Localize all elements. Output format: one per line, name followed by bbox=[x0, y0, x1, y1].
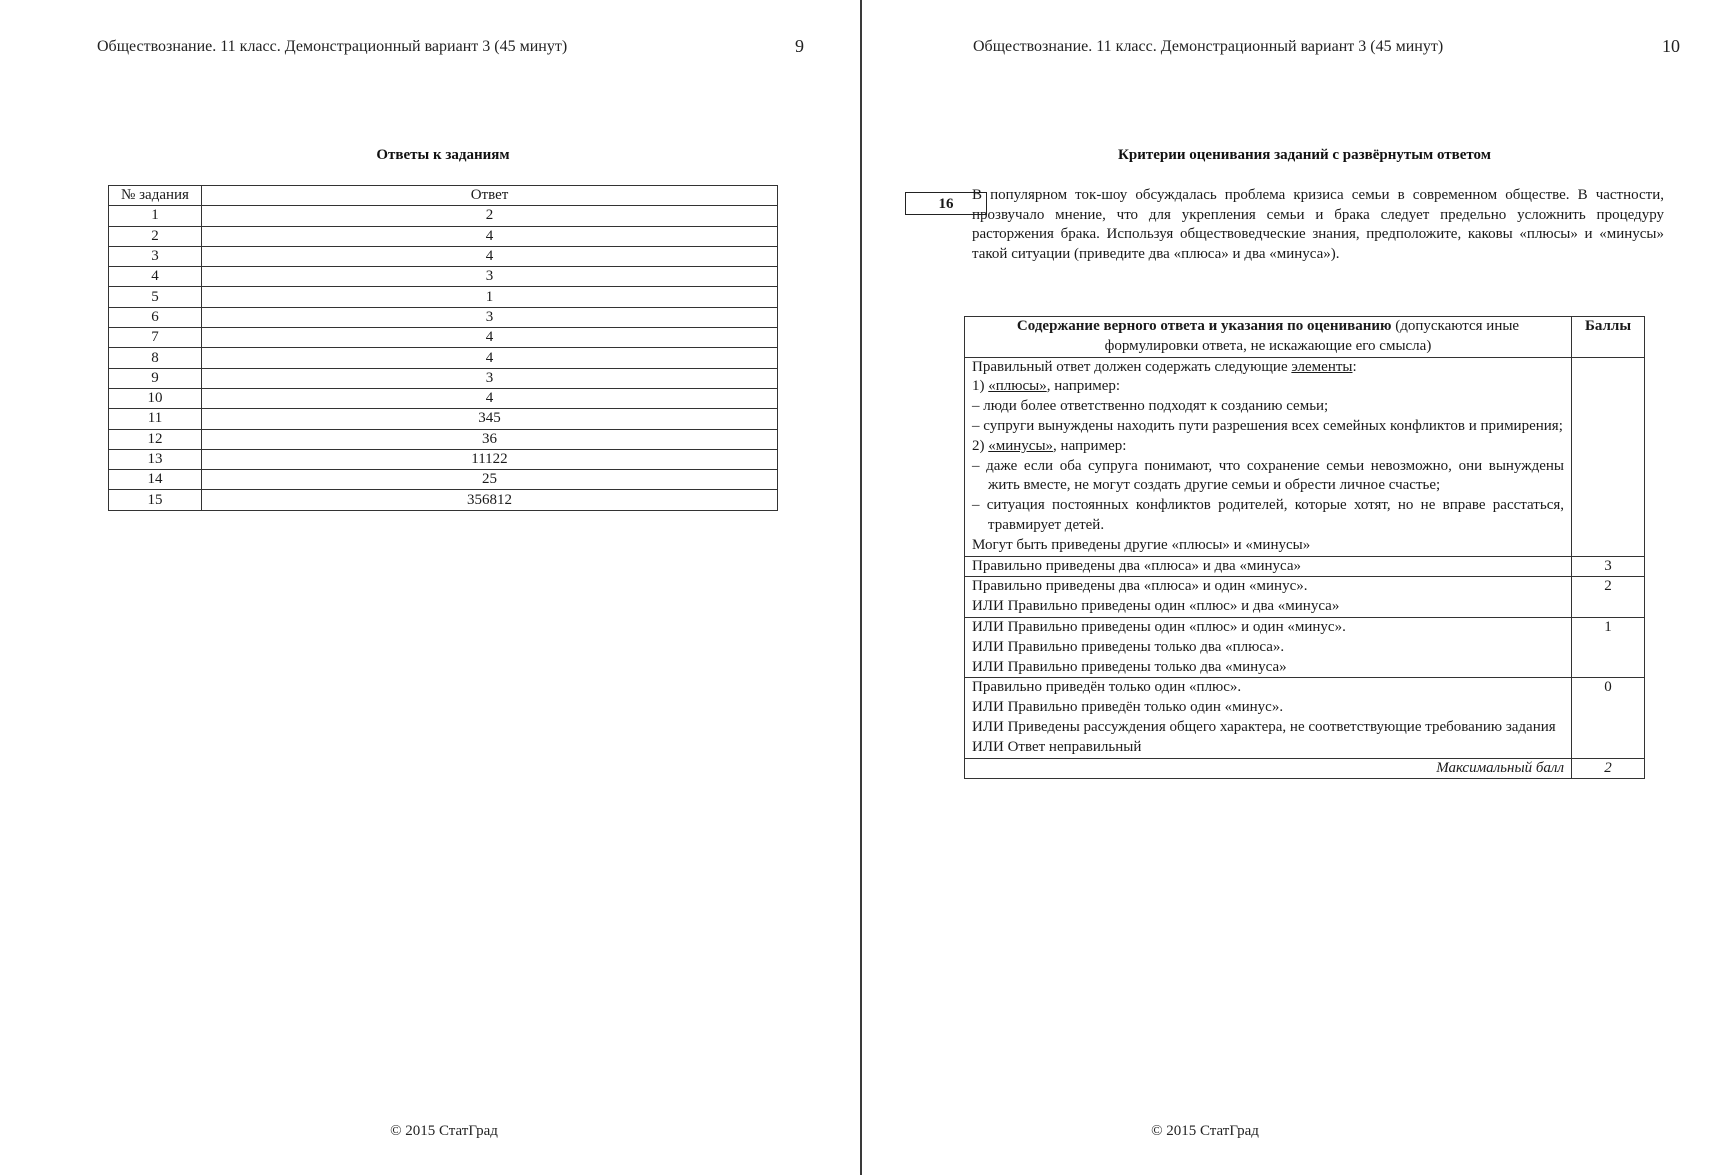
footer-left: © 2015 СтатГрад bbox=[390, 1123, 498, 1139]
max-score-label: Максимальный балл bbox=[965, 758, 1572, 779]
answer-intro-text: Правильный ответ должен содержать следующие bbox=[972, 358, 1292, 375]
answer-task-number: 2 bbox=[109, 226, 202, 246]
max-score-row bbox=[965, 758, 1645, 779]
answer-row bbox=[109, 470, 778, 490]
answer-row bbox=[109, 267, 778, 287]
score-line: Правильно приведены два «плюса» и два «минуса» bbox=[972, 557, 1301, 574]
answers-table bbox=[108, 185, 778, 511]
answer-task-number: 4 bbox=[109, 267, 202, 287]
col-answer-header: Ответ bbox=[202, 186, 778, 206]
answer-task-number: 5 bbox=[109, 287, 202, 307]
minus-after: , например: bbox=[1053, 437, 1127, 454]
answer-elements-score bbox=[1572, 357, 1645, 556]
plus-item: – супруги вынуждены находить пути разрешения всех семейных конфликтов и примирения; bbox=[972, 417, 1563, 434]
score-line: Правильно приведены два «плюса» и один «минус». bbox=[972, 578, 1308, 595]
score-row bbox=[965, 556, 1645, 577]
answer-value: 3 bbox=[202, 267, 778, 287]
score-row bbox=[965, 617, 1645, 677]
answer-intro-end: : bbox=[1352, 358, 1357, 375]
answer-task-number: 14 bbox=[109, 470, 202, 490]
score-value: 0 bbox=[1572, 678, 1645, 758]
content-header-note: (допускаются иные формулировки ответа, не искажающие его смысла) bbox=[1104, 318, 1520, 354]
score-line: ИЛИ Ответ неправильный bbox=[972, 738, 1142, 755]
answer-value: 3 bbox=[202, 307, 778, 327]
score-line: ИЛИ Правильно приведены один «плюс» и один «минус». bbox=[972, 618, 1346, 635]
answers-header-row bbox=[109, 186, 778, 206]
criteria-content-header bbox=[965, 317, 1572, 358]
answer-row bbox=[109, 307, 778, 327]
criteria-table bbox=[964, 316, 1645, 779]
answer-task-number: 1 bbox=[109, 206, 202, 226]
task-text: В популярном ток-шоу обсуждалась проблема кризиса семьи в современном обществе. В частности, прозвучало мнение, что для укрепления семьи и брака следует предельно усложнить процедуру расторжения брака. Используя обществоведческие знания, предположите, каковы «плюсы» и «минусы» такой ситуации (приведите два «плюса» и два «минуса»). bbox=[972, 187, 1664, 262]
content-header-bold: Содержание верного ответа и указания по оцениванию bbox=[1016, 318, 1392, 334]
answer-row bbox=[109, 449, 778, 469]
answer-row bbox=[109, 409, 778, 429]
footer-right: © 2015 СтатГрад bbox=[1151, 1123, 1259, 1139]
answer-value: 11122 bbox=[202, 449, 778, 469]
answer-row bbox=[109, 328, 778, 348]
score-description bbox=[965, 577, 1572, 618]
answer-value: 36 bbox=[202, 429, 778, 449]
score-row bbox=[965, 678, 1645, 758]
answer-value: 2 bbox=[202, 206, 778, 226]
answer-row bbox=[109, 206, 778, 226]
task-number-box: 16 bbox=[905, 192, 987, 215]
answer-value: 4 bbox=[202, 328, 778, 348]
minus-item: – даже если оба супруга понимают, что сохранение семьи невозможно, они вынуждены жить вместе, не могут создать другие семьи и обрести личное счастье; bbox=[972, 457, 1564, 494]
page-number-left: 9 bbox=[795, 36, 804, 56]
answer-value: 4 bbox=[202, 348, 778, 368]
answer-value: 4 bbox=[202, 246, 778, 266]
minus-item: – ситуация постоянных конфликтов родителей, которые хотят, но не вправе расстаться, травмирует детей. bbox=[972, 497, 1564, 533]
minus-num: 2) bbox=[972, 437, 989, 454]
criteria-header-row bbox=[965, 317, 1645, 358]
answer-intro bbox=[972, 358, 1564, 378]
answer-value: 1 bbox=[202, 287, 778, 307]
answer-task-number: 11 bbox=[109, 409, 202, 429]
answer-row bbox=[109, 388, 778, 408]
answer-task-number: 9 bbox=[109, 368, 202, 388]
max-score-value: 2 bbox=[1572, 758, 1645, 779]
answer-task-number: 13 bbox=[109, 449, 202, 469]
other-note: Могут быть приведены другие «плюсы» и «минусы» bbox=[972, 536, 1311, 553]
score-row bbox=[965, 577, 1645, 618]
answer-row bbox=[109, 348, 778, 368]
plus-label: «плюсы» bbox=[988, 378, 1047, 395]
answer-row bbox=[109, 226, 778, 246]
answer-value: 3 bbox=[202, 368, 778, 388]
page-number-right: 10 bbox=[1662, 36, 1680, 56]
answers-title: Ответы к заданиям bbox=[376, 147, 510, 163]
score-line: ИЛИ Правильно приведены только два «минуса» bbox=[972, 658, 1287, 675]
answer-elements-cell bbox=[965, 357, 1572, 556]
minus-list bbox=[972, 457, 1564, 536]
answer-elements-row bbox=[965, 357, 1645, 556]
score-line: ИЛИ Приведены рассуждения общего характера, не соответствующие требованию задания bbox=[972, 718, 1556, 735]
plus-item: – люди более ответственно подходят к созданию семьи; bbox=[972, 398, 1329, 415]
answer-task-number: 15 bbox=[109, 490, 202, 510]
answer-row bbox=[109, 287, 778, 307]
answer-value: 356812 bbox=[202, 490, 778, 510]
plus-after: , например: bbox=[1046, 378, 1121, 395]
score-line: Правильно приведён только один «плюс». bbox=[972, 679, 1242, 696]
score-description bbox=[965, 678, 1572, 758]
answer-row bbox=[109, 490, 778, 510]
criteria-body bbox=[965, 357, 1645, 779]
running-title-right: Обществознание. 11 класс. Демонстрационный вариант 3 (45 минут) bbox=[973, 38, 1444, 55]
answer-value: 4 bbox=[202, 388, 778, 408]
answer-value: 25 bbox=[202, 470, 778, 490]
score-value: 3 bbox=[1572, 556, 1645, 577]
minus-heading bbox=[972, 437, 1564, 457]
col-task-header: № задания bbox=[109, 186, 202, 206]
minus-label: «минусы» bbox=[988, 437, 1054, 454]
answer-row bbox=[109, 429, 778, 449]
page-right bbox=[862, 0, 1720, 1175]
criteria-score-header: Баллы bbox=[1572, 317, 1645, 358]
score-value: 1 bbox=[1572, 617, 1645, 677]
answer-value: 4 bbox=[202, 226, 778, 246]
running-title-left: Обществознание. 11 класс. Демонстрационный вариант 3 (45 минут) bbox=[97, 38, 568, 55]
answer-task-number: 6 bbox=[109, 307, 202, 327]
score-line: ИЛИ Правильно приведён только один «минус». bbox=[972, 699, 1284, 716]
score-value: 2 bbox=[1572, 577, 1645, 618]
answer-task-number: 8 bbox=[109, 348, 202, 368]
answers-body bbox=[109, 206, 778, 510]
score-line: ИЛИ Правильно приведены один «плюс» и два «минуса» bbox=[972, 598, 1340, 615]
answer-intro-underlined: элементы bbox=[1291, 358, 1353, 375]
plus-heading bbox=[972, 377, 1564, 397]
answer-row bbox=[109, 246, 778, 266]
answer-task-number: 7 bbox=[109, 328, 202, 348]
answer-row bbox=[109, 368, 778, 388]
answer-task-number: 3 bbox=[109, 246, 202, 266]
score-description bbox=[965, 556, 1572, 577]
plus-num: 1) bbox=[972, 378, 989, 395]
criteria-title: Критерии оценивания заданий с развёрнутым ответом bbox=[1118, 147, 1491, 163]
answer-task-number: 10 bbox=[109, 388, 202, 408]
score-description bbox=[965, 617, 1572, 677]
score-line: ИЛИ Правильно приведены только два «плюса». bbox=[972, 638, 1285, 655]
answer-task-number: 12 bbox=[109, 429, 202, 449]
answer-value: 345 bbox=[202, 409, 778, 429]
plus-list bbox=[972, 397, 1564, 437]
